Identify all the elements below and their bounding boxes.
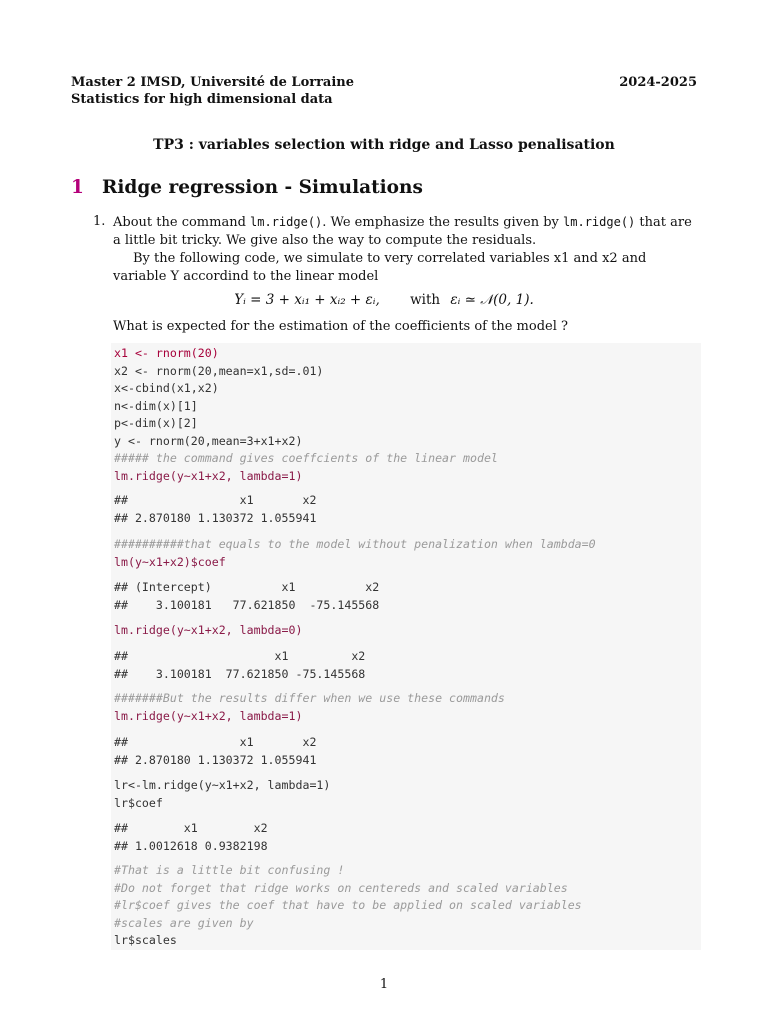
equation-body: Yᵢ = 3 + xᵢ₁ + xᵢ₂ + εᵢ,	[234, 292, 380, 308]
output-line: ## 3.100181 77.621850 -75.145568	[114, 597, 380, 612]
code-chunk-4	[114, 690, 505, 725]
output-line: ## x1 x2	[114, 821, 268, 835]
code-comment: ##########that equals to the model without penalization when lambda=0	[114, 537, 596, 551]
code-comment: #lr$coef gives the coef that have to be applied on scaled variables	[114, 898, 582, 912]
code-line: lm.ridge(y~x1+x2, lambda=1)	[114, 708, 303, 723]
question-text: What is expected for the estimation of the coefficients of the model ?	[113, 319, 568, 334]
output-line: ## x1 x2	[114, 493, 317, 507]
header-course: Statistics for high dimensional data	[71, 92, 333, 107]
code-line: lm.ridge(y~x1+x2, lambda=0)	[114, 623, 303, 637]
paragraph-simulation: By the following code, we simulate to very correlated variables x1 and x2 and variable Y accordind to the linear model	[113, 251, 647, 284]
code-chunk-2	[114, 536, 596, 571]
equation-with: with	[410, 292, 441, 308]
output-line: ## 3.100181 77.621850 -75.145568	[114, 666, 366, 681]
output-chunk-4	[114, 734, 316, 769]
code-comment: #######But the results differ when we use these commands	[114, 691, 505, 705]
code-chunk-6	[114, 862, 582, 950]
code-chunk-3	[114, 622, 302, 640]
code-line: x<-cbind(x1,x2)	[114, 381, 219, 395]
output-line: ## 2.870180 1.130372 1.055941	[114, 510, 317, 525]
code-comment: #Do not forget that ridge works on centereds and scaled variables	[114, 880, 568, 895]
paragraph-intro	[113, 213, 699, 250]
section-number: 1	[71, 177, 84, 198]
output-chunk-3	[114, 648, 365, 683]
code-line: lr<-lm.ridge(y~x1+x2, lambda=1)	[114, 778, 331, 792]
code-line: x2 <- rnorm(20,mean=x1,sd=.01)	[114, 363, 324, 378]
page-number: 1	[379, 977, 389, 992]
text-span: About the command	[113, 215, 251, 230]
code-line: y <- rnorm(20,mean=3+x1+x2)	[114, 433, 303, 448]
code-line: n<-dim(x)[1]	[114, 398, 198, 413]
code-line: x1 <- rnorm(20)	[114, 346, 219, 360]
output-line: ## 1.0012618 0.9382198	[114, 838, 268, 853]
inline-code: lm.ridge()	[563, 215, 636, 229]
code-chunk-1	[114, 345, 498, 485]
section-heading	[71, 177, 423, 198]
code-line: lm.ridge(y~x1+x2, lambda=1)	[114, 468, 303, 483]
code-chunk-5	[114, 777, 330, 812]
list-item	[93, 213, 699, 286]
inline-code: lm.ridge()	[250, 215, 323, 229]
code-line: lm(y~x1+x2)$coef	[114, 554, 226, 569]
output-chunk-5	[114, 820, 268, 855]
text-span: that are a little bit tricky. We give also the way to compute the residuals.	[113, 215, 692, 248]
code-line: lr$coef	[114, 795, 163, 810]
output-chunk-1	[114, 492, 316, 527]
text-span: . We emphasize the results given by	[322, 215, 564, 230]
code-comment: ##### the command gives coeffcients of the linear model	[114, 451, 498, 465]
output-line: ## (Intercept) x1 x2	[114, 580, 380, 594]
code-line: p<-dim(x)[2]	[114, 416, 198, 430]
header-left	[71, 74, 354, 108]
output-chunk-2	[114, 579, 379, 614]
model-equation	[0, 292, 768, 308]
header-year: 2024-2025	[619, 75, 697, 90]
list-item-number: 1.	[93, 214, 106, 229]
code-line: lr$scales	[114, 933, 177, 947]
section-title: Ridge regression - Simulations	[102, 177, 423, 198]
output-line: ## x1 x2	[114, 735, 317, 749]
document-title: TP3 : variables selection with ridge and Lasso penalisation	[153, 137, 615, 153]
code-comment: #scales are given by	[114, 915, 254, 930]
code-comment: #That is a little bit confusing !	[114, 863, 345, 877]
output-line: ## 2.870180 1.130372 1.055941	[114, 752, 317, 767]
header-institution: Master 2 IMSD, Université de Lorraine	[71, 75, 355, 90]
output-line: ## x1 x2	[114, 649, 366, 663]
equation-condition: εᵢ ≃ 𝒩(0, 1).	[450, 292, 534, 308]
